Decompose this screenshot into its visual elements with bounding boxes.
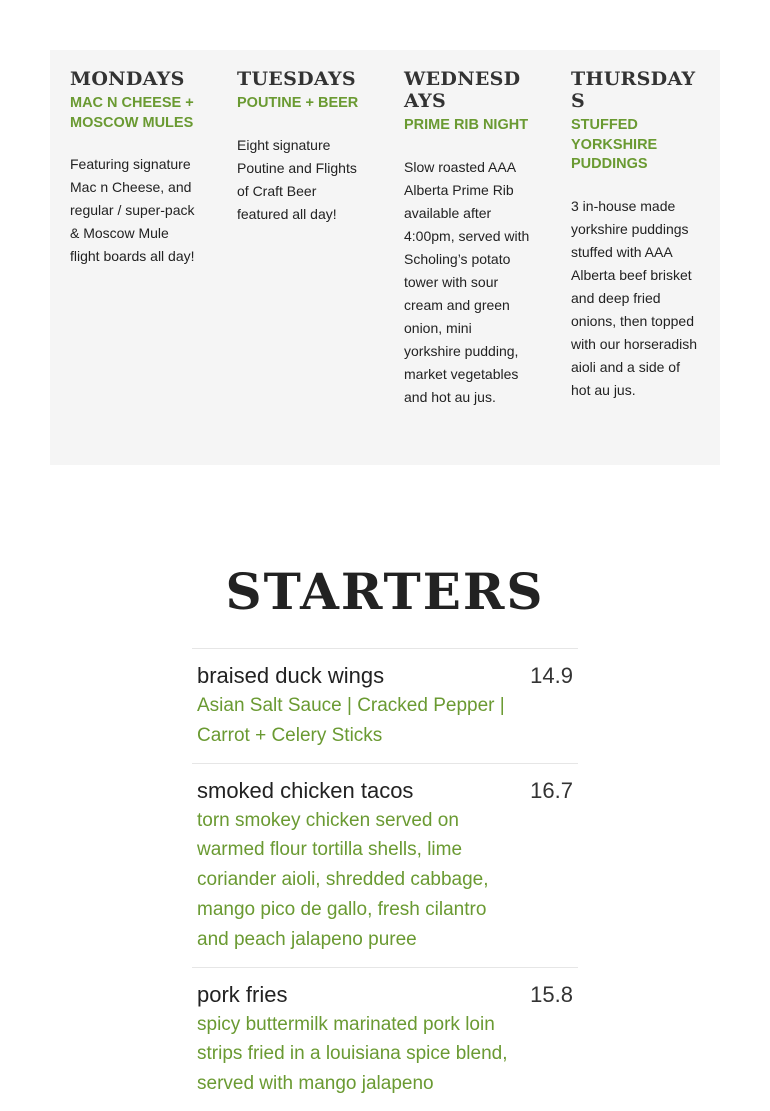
menu-item-name: pork fries (197, 981, 288, 1007)
special-wednesday (404, 68, 531, 465)
special-tuesday (237, 68, 364, 465)
starters-menu-list (192, 648, 578, 1111)
menu-item-description: spicy buttermilk marinated pork loin strips fried in a louisiana spice blend, served with mango jalapeno (197, 1013, 508, 1095)
special-title: POUTINE + BEER (237, 95, 359, 111)
special-title: PRIME RIB NIGHT (404, 117, 529, 133)
special-description: Eight signature Poutine and Flights of Craft Beer featured all day! (237, 136, 357, 222)
menu-item-price: 14.9 (530, 663, 573, 688)
special-day-name: WEDNESDAYS (404, 68, 521, 112)
special-description: 3 in-house made yorkshire puddings stuffed with AAA Alberta beef brisket and deep fried onions, then topped with our horseradish aioli and a side of hot au jus. (571, 197, 698, 398)
special-day-name: MONDAYS (70, 68, 185, 90)
menu-item-description: torn smokey chicken served on warmed flour tortilla shells, lime coriander aioli, shredded cabbage, mango pico de gallo, fresh cilantro and peach jalapeno puree (197, 809, 489, 950)
special-title: STUFFED YORKSHIRE PUDDINGS (571, 117, 658, 172)
menu-item-price: 16.7 (530, 777, 573, 803)
menu-item-name: smoked chicken tacos (197, 777, 414, 803)
menu-item-body (197, 661, 513, 751)
menu-item-braised-duck-wings (192, 648, 578, 763)
menu-item-smoked-chicken-tacos (192, 763, 578, 967)
special-title: MAC N CHEESE + MOSCOW MULES (70, 95, 194, 131)
menu-item-description: Asian Salt Sauce | Cracked Pepper | Carrot + Celery Sticks (197, 695, 505, 746)
menu-item-pork-fries (192, 967, 578, 1111)
menu-item-body (197, 980, 513, 1099)
weekly-specials-panel (50, 50, 720, 465)
special-description: Slow roasted AAA Alberta Prime Rib available after 4:00pm, served with Scholing’s potato tower with sour cream and green onion, mini yorkshire pudding, market vegetables and hot au jus. (404, 158, 530, 405)
special-thursday (571, 68, 698, 465)
special-day-name: THURSDAYS (571, 68, 696, 112)
menu-item-name: braised duck wings (197, 663, 385, 688)
menu-item-body (197, 776, 513, 955)
special-day-name: TUESDAYS (237, 68, 356, 90)
starters-heading: STARTERS (225, 562, 545, 621)
menu-item-price: 15.8 (530, 981, 573, 1007)
special-monday (70, 68, 197, 465)
special-description: Featuring signature Mac n Cheese, and regular / super-pack & Moscow Mule flight boards all day! (70, 156, 195, 264)
